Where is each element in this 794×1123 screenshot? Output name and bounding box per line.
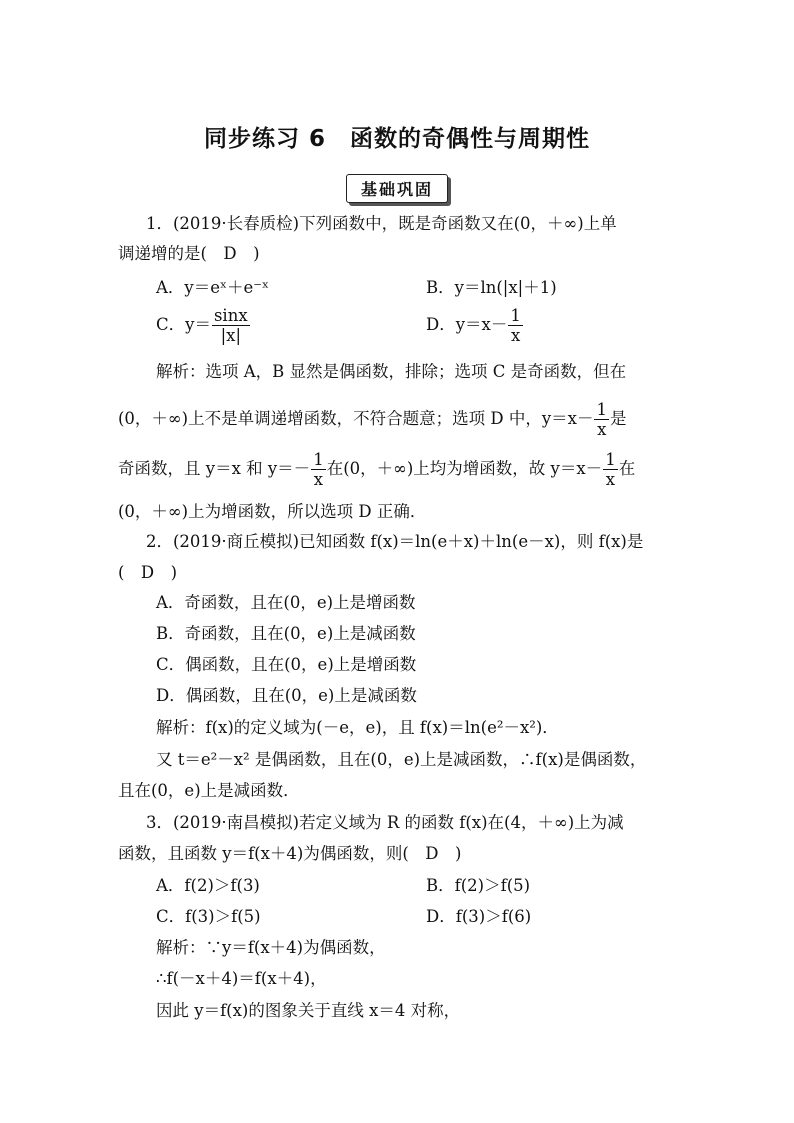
q1-option-c (156, 306, 251, 345)
q1-option-d (426, 306, 524, 345)
q2-solution-line2: 又 t＝e²－x² 是偶函数，且在(0，e)上是减函数，∴f(x)是偶函数， (156, 750, 647, 769)
q2-option-c: C．偶函数，且在(0，e)上是增函数 (156, 655, 417, 674)
page-title: 同步练习 6 函数的奇偶性与周期性 (203, 126, 590, 152)
q2-line2: ( D ) (118, 563, 178, 582)
q1-line1: 1．(2019·长春质检)下列函数中，既是奇函数又在(0，＋∞)上单 (146, 214, 617, 233)
q3-option-b: B．f(2)＞f(5) (426, 876, 531, 895)
fraction-numerator: 1 (510, 306, 521, 325)
q2-option-b: B．奇函数，且在(0，e)上是减函数 (156, 624, 416, 643)
q1-solution-line2-text: (0，＋∞)上不是单调递增函数，不符合题意；选项 D 中，y＝x－ (118, 409, 594, 428)
fraction-numerator: sinx (213, 306, 248, 325)
q3-line2: 函数，且函数 y＝f(x＋4)为偶函数，则( D ) (118, 844, 462, 863)
q1-option-d-fraction (508, 306, 523, 345)
q2-option-d: D．偶函数，且在(0，e)上是减函数 (156, 686, 417, 705)
q1-option-c-fraction (212, 306, 250, 345)
fraction-denominator: x (605, 470, 616, 489)
q2-line1: 2．(2019·商丘模拟)已知函数 f(x)＝ln(e＋x)＋ln(e－x)，则 f(x)是 (146, 532, 644, 551)
q2-solution-line3: 且在(0，e)上是减函数． (118, 781, 300, 800)
q2-option-a: A．奇函数，且在(0，e)上是增函数 (156, 593, 416, 612)
q1-solution-line3-text-b: 在(0，＋∞)上均为增函数，故 y＝x－ (326, 459, 603, 478)
q1-option-d-prefix: D．y＝x－ (426, 315, 508, 334)
q3-option-a: A．f(2)＞f(3) (156, 876, 260, 895)
q1-solution-line3-text-a: 奇函数，且 y＝x 和 y＝－ (118, 459, 311, 478)
q1-solution-fraction-2 (603, 450, 618, 489)
q2-solution-line1: 解析：f(x)的定义域为(－e，e)，且 f(x)＝ln(e²－x²)． (156, 718, 559, 737)
q1-option-c-prefix: C．y＝ (156, 315, 211, 334)
q1-solution-line3-end: 在 (618, 459, 636, 478)
section-badge-wrap (0, 174, 794, 203)
fraction-denominator: x (510, 326, 521, 345)
fraction-denominator: |x| (220, 326, 242, 345)
fraction-denominator: x (313, 470, 324, 489)
q1-solution-line4: (0，＋∞)上为增函数，所以选项 D 正确． (118, 502, 427, 521)
q1-solution-line2 (118, 400, 626, 439)
q1-solution-line1: 解析：选项 A，B 显然是偶函数，排除；选项 C 是奇函数，但在 (156, 362, 627, 381)
q3-option-d: D．f(3)＞f(6) (426, 907, 532, 926)
fraction-numerator: 1 (313, 450, 324, 469)
q1-option-a: A．y＝eˣ＋e⁻ˣ (156, 278, 269, 297)
q3-solution-line2: ∴f(－x＋4)＝f(x＋4)， (156, 969, 327, 988)
q1-solution-fraction (594, 400, 609, 439)
fraction-denominator: x (597, 420, 607, 439)
q1-solution-line3 (118, 450, 635, 489)
q3-solution-line3: 因此 y＝f(x)的图象关于直线 x＝4 对称， (156, 1001, 461, 1020)
q1-line2: 调递增的是( D ) (118, 244, 260, 263)
q1-solution-fraction-1 (311, 450, 326, 489)
q3-solution-line1: 解析：∵y＝f(x＋4)为偶函数， (156, 938, 386, 957)
fraction-numerator: 1 (605, 450, 616, 469)
q3-line1: 3．(2019·南昌模拟)若定义域为 R 的函数 f(x)在(4，＋∞)上为减 (146, 813, 624, 832)
q1-solution-line2-end: 是 (609, 409, 627, 428)
q3-option-c: C．f(3)＞f(5) (156, 907, 261, 926)
fraction-numerator: 1 (596, 400, 607, 419)
section-badge: 基础巩固 (346, 174, 448, 203)
q1-option-b: B．y＝ln(|x|＋1) (426, 278, 557, 297)
